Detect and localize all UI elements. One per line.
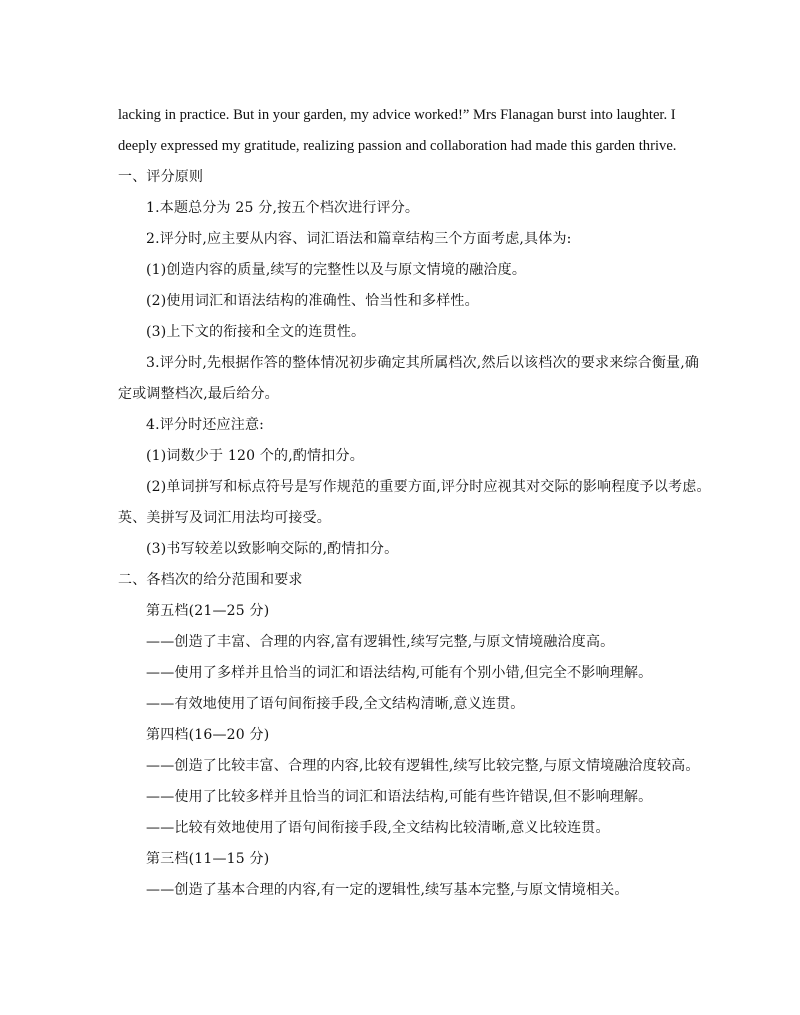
grade-5-item-3: ——有效地使用了语句间衔接手段,全文结构清晰,意义连贯。 [146,696,525,712]
grade-3-item-1: ——创造了基本合理的内容,有一定的逻辑性,续写基本完整,与原文情境相关。 [146,882,629,898]
principle-3-line-2: 定或调整档次,最后给分。 [118,386,279,402]
section-heading-grades: 二、各档次的给分范围和要求 [118,572,303,588]
grade-4-item-1: ——创造了比较丰富、合理的内容,比较有逻辑性,续写比较完整,与原文情境融洽度较高。 [146,758,700,774]
grade-4-title: 第四档(16—20 分) [146,727,270,743]
story-line-2: deeply expressed my gratitude, realizing passion and collaboration had made this garden thrive. [118,138,677,154]
grade-3-title: 第三档(11—15 分) [146,851,270,867]
principle-2-item-2: (2)使用词汇和语法结构的准确性、恰当性和多样性。 [146,293,479,309]
grade-4-item-3: ——比较有效地使用了语句间衔接手段,全文结构比较清晰,意义比较连贯。 [146,820,610,836]
principle-4-item-2-line-1: (2)单词拼写和标点符号是写作规范的重要方面,评分时应视其对交际的影响程度予以考虑。 [146,479,711,495]
grade-5-title: 第五档(21—25 分) [146,603,270,619]
principle-2-item-1: (1)创造内容的质量,续写的完整性以及与原文情境的融洽度。 [146,262,527,278]
principle-1: 1.本题总分为 25 分,按五个档次进行评分。 [146,200,420,216]
principle-4-item-1: (1)词数少于 120 个的,酌情扣分。 [146,448,364,464]
principle-2-item-3: (3)上下文的衔接和全文的连贯性。 [146,324,366,340]
principle-3-line-1: 3.评分时,先根据作答的整体情况初步确定其所属档次,然后以该档次的要求来综合衡量,确 [146,355,700,371]
grade-5-item-2: ——使用了多样并且恰当的词汇和语法结构,可能有个别小错,但完全不影响理解。 [146,665,653,681]
story-line-1: lacking in practice. But in your garden, my advice worked!” Mrs Flanagan burst into laughter. I [118,107,676,123]
principle-4-item-2-line-2: 英、美拼写及词汇用法均可接受。 [118,510,331,526]
principle-4-item-3: (3)书写较差以致影响交际的,酌情扣分。 [146,541,399,557]
grade-4-item-2: ——使用了比较多样并且恰当的词汇和语法结构,可能有些许错误,但不影响理解。 [146,789,653,805]
grade-5-item-1: ——创造了丰富、合理的内容,富有逻辑性,续写完整,与原文情境融洽度高。 [146,634,615,650]
principle-4: 4.评分时还应注意: [146,417,265,433]
principle-2: 2.评分时,应主要从内容、词汇语法和篇章结构三个方面考虑,具体为: [146,231,572,247]
section-heading-principles: 一、评分原则 [118,169,204,185]
